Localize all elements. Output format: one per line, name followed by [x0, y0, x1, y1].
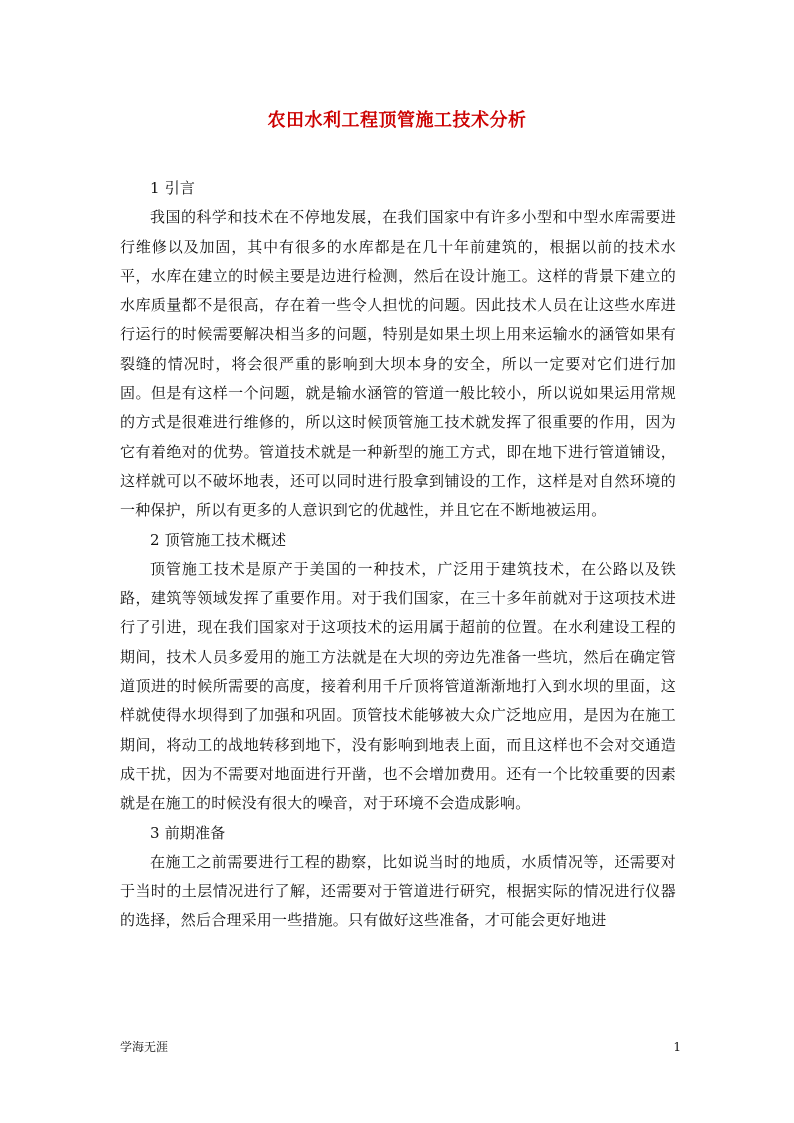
paragraph-introduction: 我国的科学和技术在不停地发展，在我们国家中有许多小型和中型水库需要进行维修以及加固，其中有很多的水库都是在几十年前建筑的，根据以前的技术水平，水库在建立的时候主要是边进行检测，然后在设计施工。这样的背景下建立的水库质量都不是很高，存在着一些令人担忧的问题。因此技术人员在让这些水库进行运行的时候需要解决相当多的问题，特别是如果土坝上用来运输水的涵管如果有裂缝的情况时，将会很严重的影响到大坝本身的安全，所以一定要对它们进行加固。但是有这样一个问题，就是输水涵管的管道一般比较小，所以说如果运用常规的方式是很难进行维修的，所以这时候顶管施工技术就发挥了很重要的作用，因为它有着绝对的优势。管道技术就是一种新型的施工方式，即在地下进行管道铺设，这样就可以不破坏地表，还可以同时进行股拿到铺设的工作，这样是对自然环境的一种保护，所以有更多的人意识到它的优越性，并且它在不断地被运用。 — [120, 208, 676, 520]
paragraph-preparation: 在施工之前需要进行工程的勘察，比如说当时的地质，水质情况等，还需要对于当时的土层情况进行了解，还需要对于管道进行研究，根据实际的情况进行仪器的选择，然后合理采用一些措施。只有做好这些准备，才可能会更好地进 — [120, 852, 676, 930]
page-number: 1 — [673, 1040, 681, 1054]
section-heading-introduction: 1 引言 — [150, 179, 196, 197]
footer-text: 学海无涯 — [120, 1040, 169, 1054]
paragraph-overview: 顶管施工技术是原产于美国的一种技术，广泛用于建筑技术，在公路以及铁路，建筑等领域发挥了重要作用。对于我们国家，在三十多年前就对于这项技术进行了引进，现在我们国家对于这项技术的运用属于超前的位置。在水利建设工程的期间，技术人员多爱用的施工方法就是在大坝的旁边先准备一些坑，然后在确定管道顶进的时候所需要的高度，接着利用千斤顶将管道渐渐地打入到水坝的里面，这样就使得水坝得到了加强和巩固。顶管技术能够被大众广泛地应用，是因为在施工期间，将动工的战地转移到地下，没有影响到地表上面，而且这样也不会对交通造成干扰，因为不需要对地面进行开凿，也不会增加费用。还有一个比较重要的因素就是在施工的时候没有很大的噪音，对于环境不会造成影响。 — [120, 559, 676, 813]
section-heading-overview: 2 顶管施工技术概述 — [150, 530, 287, 549]
section-heading-preparation: 3 前期准备 — [150, 823, 226, 842]
document-title: 农田水利工程顶管施工技术分析 — [267, 110, 527, 131]
document-body — [120, 174, 676, 936]
